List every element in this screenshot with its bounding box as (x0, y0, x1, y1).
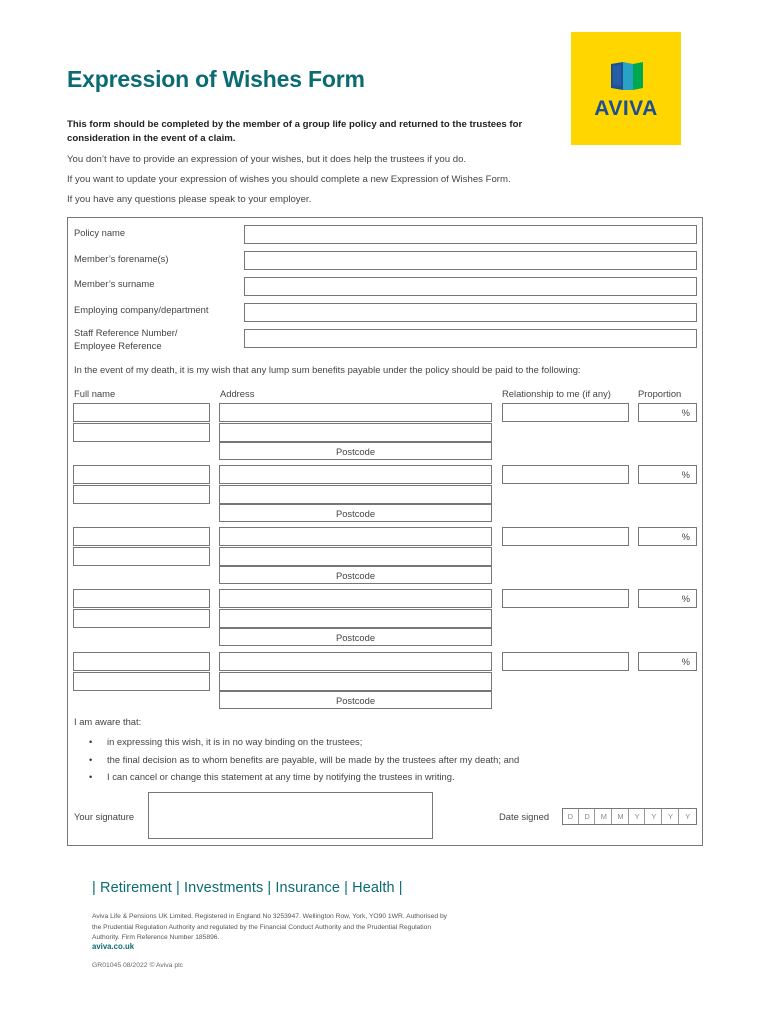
beneficiary-name-input[interactable] (73, 652, 210, 671)
awareness-list (89, 736, 519, 789)
date-signed-label: Date signed (499, 811, 550, 822)
beneficiary-address-input[interactable] (219, 589, 492, 608)
logo-wordmark: AVIVA (594, 97, 658, 120)
beneficiary-name-input[interactable] (73, 589, 210, 608)
relationship-input[interactable] (502, 527, 629, 546)
beneficiary-name-input[interactable] (73, 527, 210, 546)
forenames-label: Member’s forename(s) (74, 253, 169, 264)
date-year-digit: Y (647, 809, 663, 824)
aviva-logo (571, 32, 681, 145)
beneficiary-address-input[interactable] (219, 403, 492, 422)
date-day-digit: D (563, 809, 579, 824)
beneficiary-address-input-line2[interactable] (219, 485, 492, 504)
awareness-item: • I can cancel or change this statement at any time by notifying the trustees in writing. (89, 771, 519, 789)
employer-label: Employing company/department (74, 304, 209, 315)
beneficiary-address-input-line2[interactable] (219, 609, 492, 628)
date-signed-input[interactable] (562, 808, 697, 825)
staff-ref-input[interactable] (244, 329, 697, 348)
employer-input[interactable] (244, 303, 697, 322)
address-header: Address (220, 388, 255, 399)
proportion-input[interactable]: % (638, 589, 697, 608)
postcode-input[interactable]: Postcode (219, 691, 492, 709)
legal-disclaimer: Aviva Life & Pensions UK Limited. Registered in England No 3253947. Wellington Row, York, YO90 1WR. Authorised by the Prudential Regulation Authority and regulated by the Financial Conduct Authority and the Prudential Regulation Authority. Firm Reference Number 185896. (92, 913, 448, 941)
policy-name-label: Policy name (74, 227, 126, 238)
postcode-input[interactable]: Postcode (219, 566, 492, 584)
date-month-digit: M (613, 809, 629, 824)
aviva-mark-icon (609, 60, 645, 94)
relationship-header: Relationship to me (if any) (502, 388, 611, 399)
intro-line: If you want to update your expression of wishes you should complete a new Expression of Wishes Form. (67, 174, 511, 185)
date-year-digit: Y (685, 812, 691, 821)
proportion-input[interactable]: % (638, 465, 697, 484)
awareness-heading: I am aware that: (74, 716, 142, 727)
date-year-digit: Y (630, 809, 646, 824)
policy-name-input[interactable] (244, 225, 697, 244)
intro-line: You don’t have to provide an expression of your wishes, but it does help the trustees if you do. (67, 154, 467, 165)
relationship-input[interactable] (502, 652, 629, 671)
proportion-input[interactable]: % (638, 403, 697, 422)
date-month-digit: M (596, 809, 612, 824)
date-day-digit: D (580, 809, 596, 824)
awareness-item: • in expressing this wish, it is in no way binding on the trustees; (89, 736, 519, 754)
postcode-input[interactable]: Postcode (219, 628, 492, 646)
beneficiary-name-input-line2[interactable] (73, 609, 210, 628)
postcode-input[interactable]: Postcode (219, 442, 492, 460)
beneficiary-address-input[interactable] (219, 465, 492, 484)
surname-input[interactable] (244, 277, 697, 296)
proportion-input[interactable]: % (638, 527, 697, 546)
beneficiary-address-input[interactable] (219, 527, 492, 546)
intro-line: If you have any questions please speak to your employer. (67, 194, 312, 205)
beneficiary-address-input-line2[interactable] (219, 547, 492, 566)
beneficiary-address-input-line2[interactable] (219, 423, 492, 442)
postcode-input[interactable]: Postcode (219, 504, 492, 522)
intro-instruction: This form should be completed by the member of a group life policy and returned to the trustees for consideration in the event of a claim. (67, 119, 523, 144)
beneficiary-name-input-line2[interactable] (73, 547, 210, 566)
beneficiary-address-input-line2[interactable] (219, 672, 492, 691)
signature-field[interactable] (148, 792, 433, 839)
beneficiary-name-input-line2[interactable] (73, 423, 210, 442)
beneficiary-name-input-line2[interactable] (73, 672, 210, 691)
form-code: GR01045 08/2022 © Aviva plc (92, 962, 184, 969)
beneficiary-name-input[interactable] (73, 465, 210, 484)
beneficiary-address-input[interactable] (219, 652, 492, 671)
relationship-input[interactable] (502, 589, 629, 608)
beneficiary-name-input-line2[interactable] (73, 485, 210, 504)
surname-label: Member’s surname (74, 278, 155, 289)
staff-ref-label-line2: Employee Reference (74, 340, 162, 351)
awareness-item: • the final decision as to whom benefits are payable, will be made by the trustees after my death; and (89, 754, 519, 772)
beneficiaries-intro: In the event of my death, it is my wish that any lump sum benefits payable under the policy should be paid to the following: (74, 364, 581, 375)
beneficiary-name-input[interactable] (73, 403, 210, 422)
forenames-input[interactable] (244, 251, 697, 270)
signature-label: Your signature (74, 811, 135, 822)
website-link[interactable]: aviva.co.uk (92, 942, 135, 951)
relationship-input[interactable] (502, 403, 629, 422)
full-name-header: Full name (74, 388, 116, 399)
proportion-input[interactable]: % (638, 652, 697, 671)
date-year-digit: Y (663, 809, 679, 824)
relationship-input[interactable] (502, 465, 629, 484)
proportion-header: Proportion (638, 388, 682, 399)
page-title: Expression of Wishes Form (67, 66, 365, 92)
staff-ref-label-line1: Staff Reference Number/ (74, 327, 178, 338)
footer-product-nav: | Retirement | Investments | Insurance | Health | (92, 880, 403, 896)
